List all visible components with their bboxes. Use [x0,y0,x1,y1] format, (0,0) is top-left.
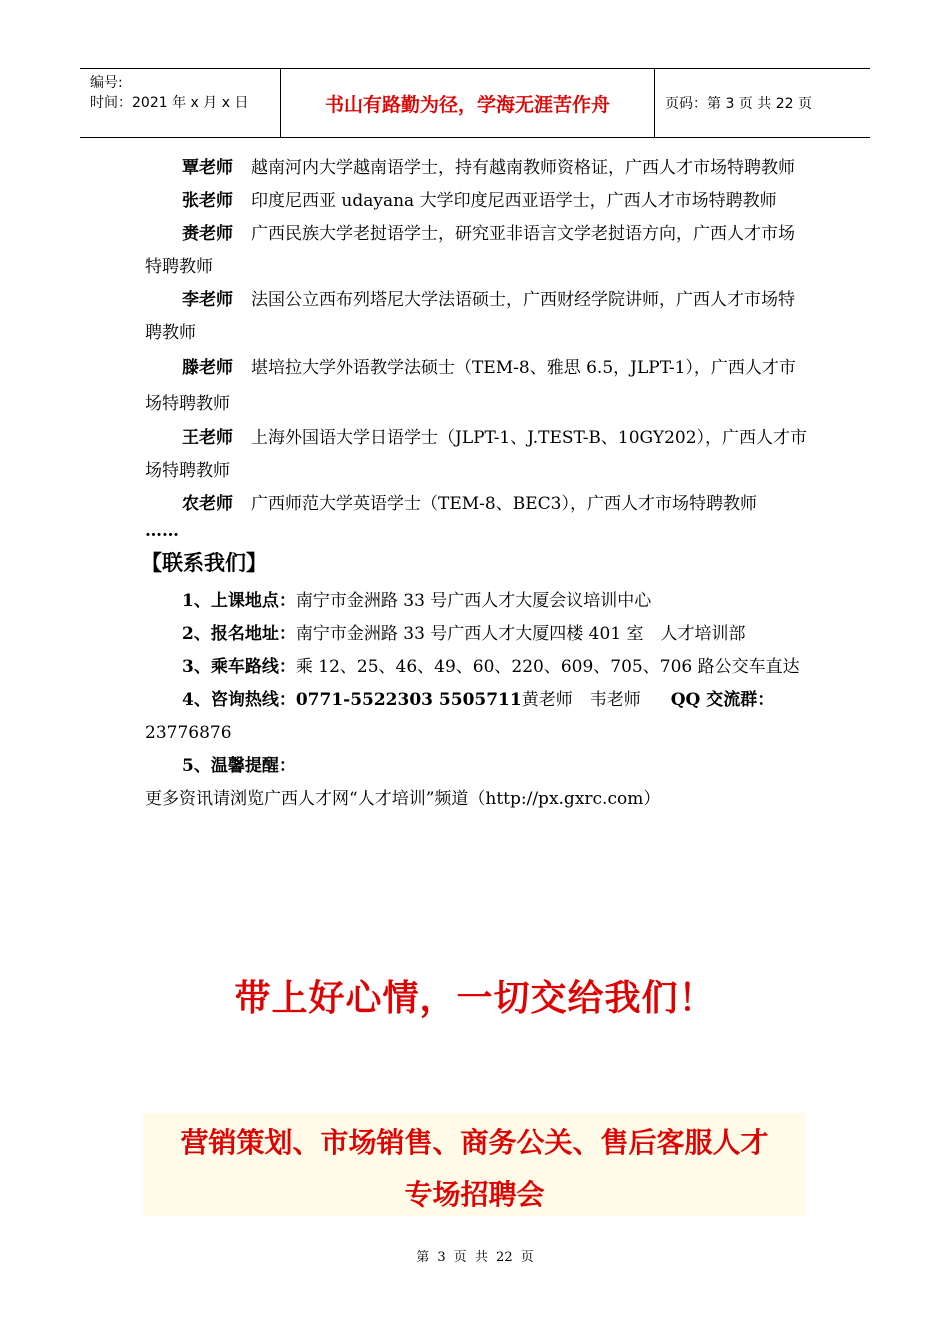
header-page-info: 页码：第 3 页 共 22 页 [665,96,812,112]
time-label: 时间：2021 年 x 月 x 日 [90,95,249,111]
teacher-entry [145,422,810,488]
teacher-entry [145,185,810,218]
teacher-desc: 广西民族大学老挝语学士，研究亚非语言文学老挝语方向，广西人才市场特聘教师 [145,224,795,277]
contact-label: 3、乘车路线： [182,657,296,677]
contact-label: 4、咨询热线：0771-5522303 5505711 [182,690,522,710]
teacher-name: 覃老师 [182,158,233,178]
teacher-name: 赉老师 [182,224,233,244]
job-fair-banner [143,1113,806,1216]
teacher-entry [145,488,810,521]
teacher-entry [145,152,810,185]
contact-label: 1、上课地点： [182,591,296,611]
teacher-desc: 广西师范大学英语学士（TEM-8、BEC3），广西人才市场特聘教师 [251,494,757,514]
teacher-entry [145,350,810,422]
contact-item [145,585,810,618]
teacher-name: 王老师 [182,428,233,448]
contact-text: 黄老师 韦老师 [521,690,641,710]
contact-item [145,750,810,816]
teacher-name: 滕老师 [182,358,233,378]
teacher-desc: 上海外国语大学日语学士（JLPT-1、J.TEST-B、10GY202），广西人才市场特聘教师 [145,428,808,481]
teacher-name: 张老师 [182,191,233,211]
contact-text: 更多资讯请浏览广西人才网“人才培训”频道（http://px.gxrc.com） [145,789,661,809]
contact-text: 乘 12、25、46、49、60、220、609、705、706 路公交车直达 [295,657,800,677]
page-footer: 第 3 页 共 22 页 [416,1250,534,1265]
teacher-desc: 越南河内大学越南语学士，持有越南教师资格证，广西人才市场特聘教师 [251,158,795,178]
slogan: 带上好心情，一切交给我们！ [234,977,716,1019]
contact-item [145,684,810,750]
number-label: 编号: [90,75,123,91]
teacher-desc: 法国公立西布列塔尼大学法语硕士，广西财经学院讲师，广西人才市场特聘教师 [145,290,795,343]
teacher-entry [145,284,810,350]
qq-number: 23776876 [145,723,232,743]
contact-item [145,618,810,651]
header-meta [80,69,281,137]
contact-label: 5、温馨提醒： [182,756,296,776]
main-content [141,152,810,816]
contact-label: 2、报名地址： [182,624,296,644]
contact-text: 南宁市金洲路 33 号广西人才大厦四楼 401 室 人才培训部 [295,624,746,644]
banner-line-1: 营销策划、市场销售、商务公关、售后客服人才 [180,1126,769,1159]
teacher-name: 农老师 [182,494,233,514]
qq-label: QQ 交流群： [670,690,775,710]
contact-text: 南宁市金洲路 33 号广西人才大厦会议培训中心 [295,591,652,611]
contact-title: 【联系我们】 [141,551,267,575]
teacher-desc: 堪培拉大学外语教学法硕士（TEM-8、雅思 6.5，JLPT-1），广西人才市场特聘教师 [145,358,796,414]
contact-item [145,651,810,684]
ellipsis: …… [145,521,179,541]
page-header [80,68,870,138]
teacher-desc: 印度尼西亚 udayana 大学印度尼西亚语学士，广西人才市场特聘教师 [251,191,777,211]
teacher-name: 李老师 [182,290,233,310]
banner-line-2: 专场招聘会 [404,1178,545,1211]
teacher-entry [145,218,810,284]
header-motto: 书山有路勤为径，学海无涯苦作舟 [281,69,655,137]
